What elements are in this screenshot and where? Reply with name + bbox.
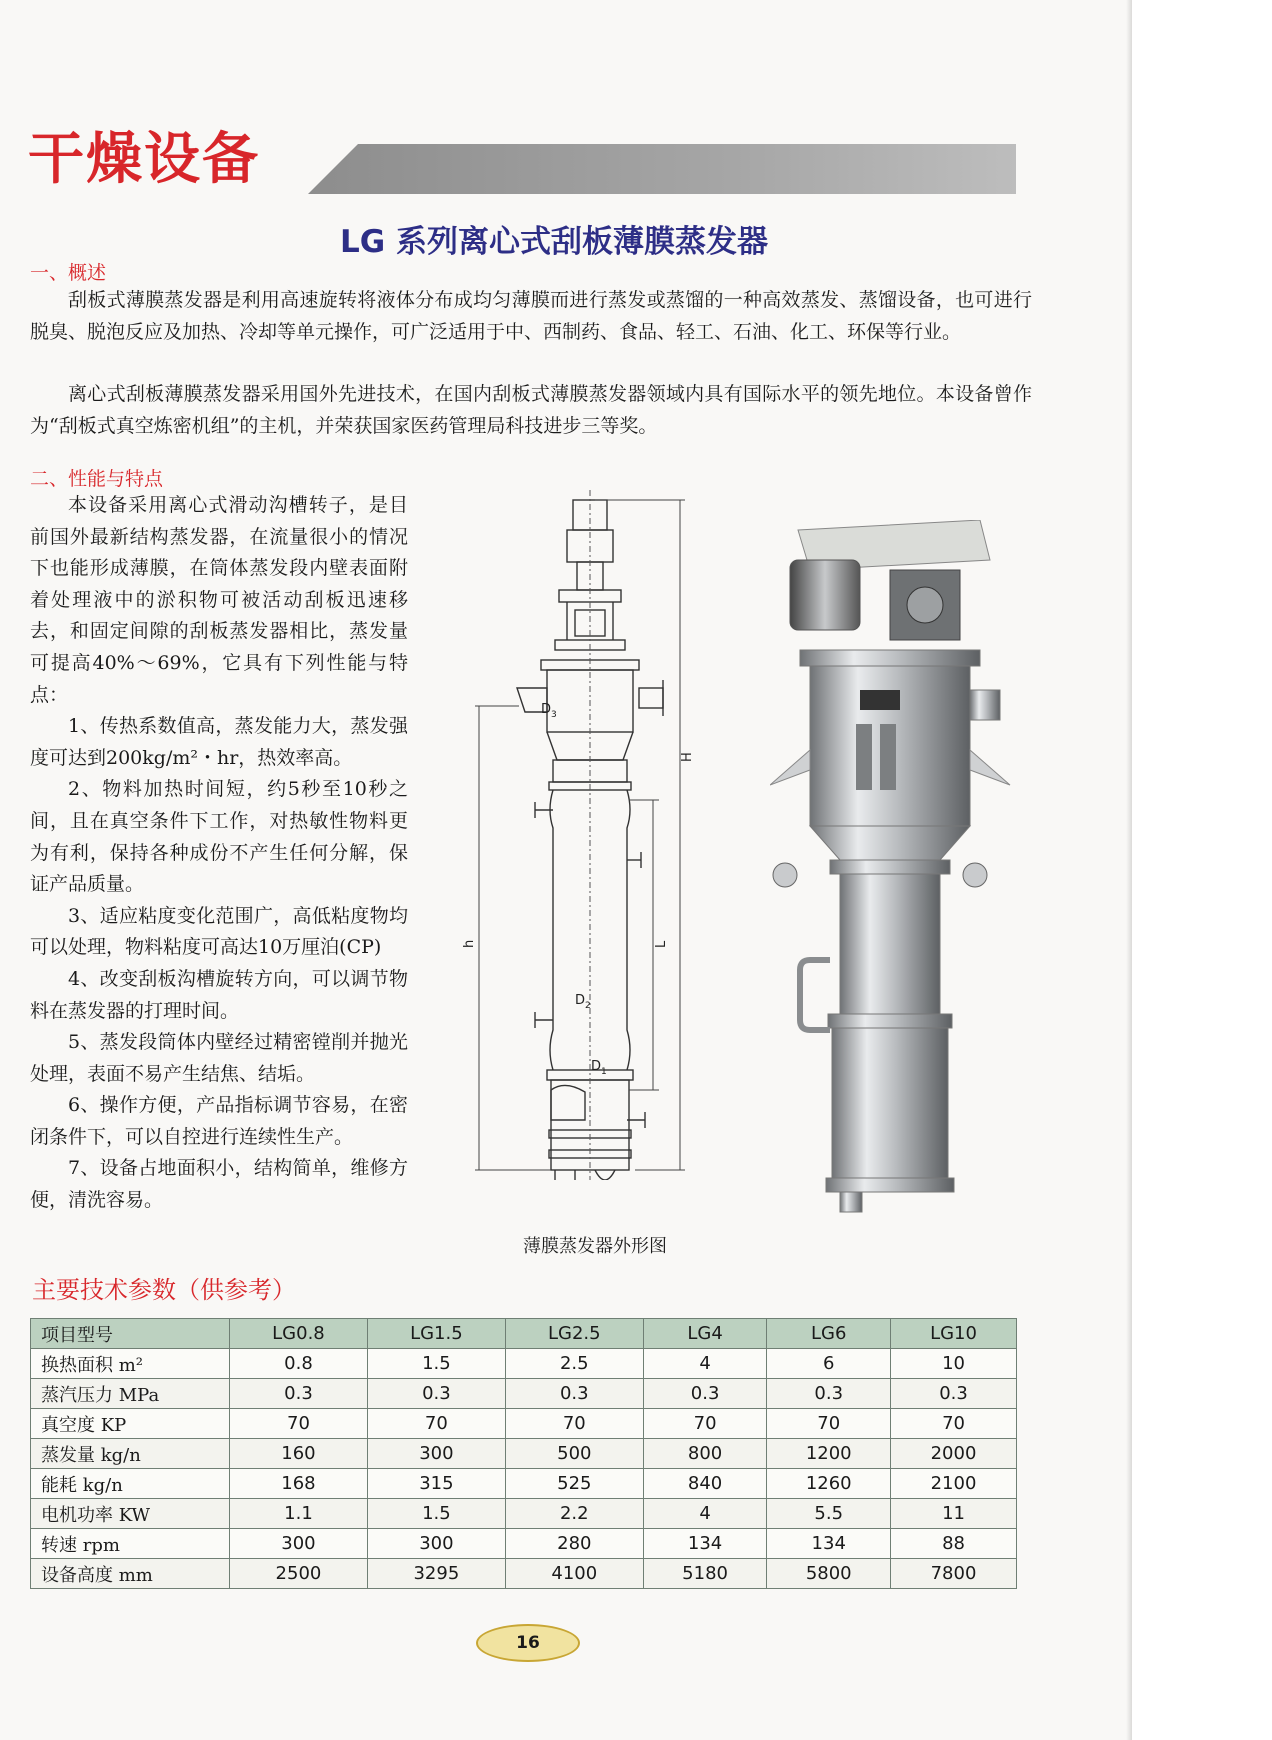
row-label: 能耗 kg/n <box>31 1469 230 1499</box>
dim-label-d2: D <box>575 993 586 1008</box>
row-label: 真空度 KP <box>31 1409 230 1439</box>
feature-item: 5、蒸发段筒体内壁经过精密镗削并抛光处理，表面不易产生结焦、结垢。 <box>30 1031 408 1085</box>
table-cell: 70 <box>367 1409 505 1439</box>
table-cell: 1200 <box>767 1439 891 1469</box>
table-cell: 300 <box>367 1529 505 1559</box>
table-cell: 2.5 <box>505 1349 643 1379</box>
table-cell: 160 <box>230 1439 368 1469</box>
feature-item: 7、设备占地面积小，结构简单，维修方便，清洗容易。 <box>30 1157 408 1212</box>
table-cell: 134 <box>643 1529 767 1559</box>
table-cell: 0.3 <box>767 1379 891 1409</box>
table-cell: 168 <box>230 1469 368 1499</box>
table-cell: 840 <box>643 1469 767 1499</box>
feature-item: 3、适应粘度变化范围广，高低粘度物均可以处理，物料粘度可高达10万厘泊(CP) <box>30 904 408 959</box>
column-header: LG1.5 <box>367 1319 505 1349</box>
table-cell: 10 <box>891 1349 1017 1379</box>
feature-item: 2、物料加热时间短，约5秒至10秒之间，且在真空条件下工作，对热敏性物料更为有利，保持各种成份不产生任何分解，保证产品质量。 <box>30 778 408 896</box>
table-cell: 0.3 <box>230 1379 368 1409</box>
column-header: LG0.8 <box>230 1319 368 1349</box>
table-row <box>31 1499 1017 1529</box>
table-cell: 5.5 <box>767 1499 891 1529</box>
row-label: 电机功率 KW <box>31 1499 230 1529</box>
table-cell: 7800 <box>891 1559 1017 1589</box>
table-cell: 525 <box>505 1469 643 1499</box>
features-list <box>30 490 408 1217</box>
table-cell: 2000 <box>891 1439 1017 1469</box>
table-row <box>31 1559 1017 1589</box>
table-cell: 0.8 <box>230 1349 368 1379</box>
dim-label-L: L <box>654 940 669 948</box>
table-header-row <box>31 1319 1017 1349</box>
row-label: 转速 rpm <box>31 1529 230 1559</box>
table-row <box>31 1409 1017 1439</box>
column-header: LG4 <box>643 1319 767 1349</box>
table-cell: 4 <box>643 1349 767 1379</box>
dim-label-d1-sub: 1 <box>601 1067 607 1077</box>
feature-item: 4、改变刮板沟槽旋转方向，可以调节物料在蒸发器的打理时间。 <box>30 967 408 1022</box>
evaporator-product-photo <box>770 520 1050 1220</box>
table-cell: 280 <box>505 1529 643 1559</box>
features-intro: 本设备采用离心式滑动沟槽转子，是目前国外最新结构蒸发器，在流量很小的情况下也能形成薄膜，在筒体蒸发段内壁表面附着处理液中的淤积物可被活动刮板迅速移去，和固定间隙的刮板蒸发器相比，蒸发量可提高40%～69%，它具有下列性能与特点： <box>30 494 408 706</box>
column-header: LG10 <box>891 1319 1017 1349</box>
column-header: LG6 <box>767 1319 891 1349</box>
column-header: LG2.5 <box>505 1319 643 1349</box>
table-cell: 300 <box>230 1529 368 1559</box>
svg-text:D2 <box>575 993 591 1011</box>
overview-paragraph-2: 离心式刮板薄膜蒸发器采用国外先进技术，在国内刮板式薄膜蒸发器领域内具有国际水平的领先地位。本设备曾作为“刮板式真空炼密机组”的主机，并荣获国家医药管理局科技进步三等奖。 <box>30 383 1032 437</box>
dim-label-d1: D <box>591 1059 602 1074</box>
feature-item: 1、传热系数值高，蒸发能力大，蒸发强度可达到200kg/m²・hr，热效率高。 <box>30 715 408 769</box>
table-cell: 1.1 <box>230 1499 368 1529</box>
features-heading: 二、性能与特点 <box>30 468 164 490</box>
dim-label-d3-sub: 3 <box>551 710 557 720</box>
table-cell: 2.2 <box>505 1499 643 1529</box>
table-cell: 800 <box>643 1439 767 1469</box>
table-cell: 315 <box>367 1469 505 1499</box>
row-label: 蒸发量 kg/n <box>31 1439 230 1469</box>
overview-heading: 一、概述 <box>30 262 107 284</box>
feature-item: 6、操作方便，产品指标调节容易，在密闭条件下，可以自控进行连续性生产。 <box>30 1094 408 1148</box>
dim-label-h: h <box>462 939 477 948</box>
table-cell: 4 <box>643 1499 767 1529</box>
table-row <box>31 1379 1017 1409</box>
page-number: 16 <box>476 1624 580 1662</box>
row-label: 设备高度 mm <box>31 1559 230 1589</box>
table-cell: 2100 <box>891 1469 1017 1499</box>
dim-label-H: H <box>680 752 695 762</box>
table-cell: 70 <box>643 1409 767 1439</box>
overview-paragraph-1: 刮板式薄膜蒸发器是利用高速旋转将液体分布成均匀薄膜而进行蒸发或蒸馏的一种高效蒸发、蒸馏设备，也可进行脱臭、脱泡反应及加热、冷却等单元操作，可广泛适用于中、西制药、食品、轻工、石油、化工、环保等行业。 <box>30 289 1032 343</box>
scan-margin <box>1132 0 1272 1740</box>
table-heading: 主要技术参数（供参考） <box>32 1276 296 1304</box>
table-cell: 70 <box>767 1409 891 1439</box>
table-cell: 5800 <box>767 1559 891 1589</box>
table-row <box>31 1439 1017 1469</box>
row-label: 蒸汽压力 MPa <box>31 1379 230 1409</box>
table-cell: 0.3 <box>643 1379 767 1409</box>
section-title: 干燥设备 <box>28 127 260 192</box>
table-cell: 6 <box>767 1349 891 1379</box>
table-cell: 500 <box>505 1439 643 1469</box>
svg-text:D3 <box>541 702 557 720</box>
table-row <box>31 1349 1017 1379</box>
table-cell: 2500 <box>230 1559 368 1589</box>
table-cell: 0.3 <box>891 1379 1017 1409</box>
table-cell: 300 <box>367 1439 505 1469</box>
table-cell: 5180 <box>643 1559 767 1589</box>
table-cell: 70 <box>230 1409 368 1439</box>
table-cell: 0.3 <box>367 1379 505 1409</box>
table-cell: 1.5 <box>367 1499 505 1529</box>
table-cell: 3295 <box>367 1559 505 1589</box>
dim-label-d2-sub: 2 <box>585 1001 591 1011</box>
table-cell: 0.3 <box>505 1379 643 1409</box>
table-cell: 4100 <box>505 1559 643 1589</box>
table-cell: 1.5 <box>367 1349 505 1379</box>
table-cell: 88 <box>891 1529 1017 1559</box>
table-cell: 134 <box>767 1529 891 1559</box>
technical-parameters-table <box>30 1318 1017 1589</box>
table-cell: 1260 <box>767 1469 891 1499</box>
column-header: 项目型号 <box>31 1319 230 1349</box>
evaporator-outline-drawing <box>455 480 755 1180</box>
product-title: LG 系列离心式刮板薄膜蒸发器 <box>340 224 768 260</box>
table-cell: 70 <box>505 1409 643 1439</box>
figure-caption: 薄膜蒸发器外形图 <box>523 1236 667 1257</box>
title-bar-decoration <box>308 144 1016 194</box>
table-cell: 11 <box>891 1499 1017 1529</box>
dim-label-d3: D <box>541 702 552 717</box>
svg-text:D1 <box>591 1059 607 1077</box>
table-cell: 70 <box>891 1409 1017 1439</box>
row-label: 换热面积 m² <box>31 1349 230 1379</box>
table-row <box>31 1529 1017 1559</box>
table-row <box>31 1469 1017 1499</box>
